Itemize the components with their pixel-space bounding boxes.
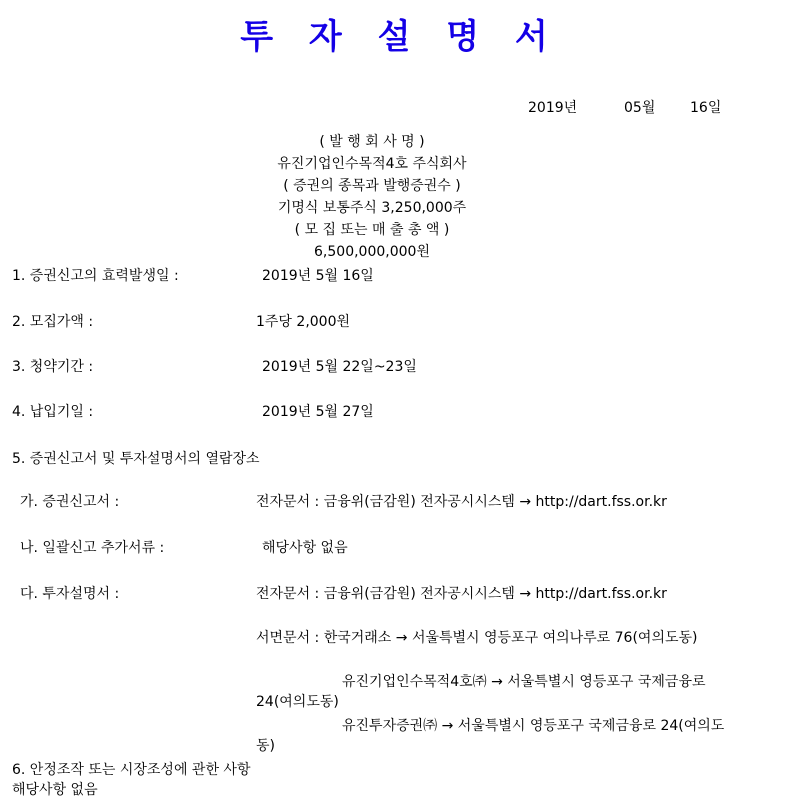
sub-prospectus-label: 다. 투자설명서 : (20, 586, 120, 602)
date-month: 05월 (624, 100, 656, 116)
date-day: 16일 (690, 100, 722, 116)
item-offer-price-value: 1주당 2,000원 (256, 314, 351, 330)
sub-prospectus-underwriter: 유진투자증권㈜ → 서울특별시 영등포구 국제금융로 24(여의도동) (256, 718, 725, 754)
sub-prospectus-paper: 서면문서 : 한국거래소 → 서울특별시 영등포구 여의나루로 76(여의도동) (256, 630, 698, 646)
item-payment-date-value: 2019년 5월 27일 (262, 404, 374, 420)
amount-heading: ( 모 집 또는 매 출 총 액 ) (294, 222, 450, 238)
item-effective-date-label: 1. 증권신고의 효력발생일 : (12, 268, 179, 284)
date-year: 2019년 (528, 100, 578, 116)
item-stabilization-label: 6. 안정조작 또는 시장조성에 관한 사항 (12, 762, 251, 778)
amount-value: 6,500,000,000원 (314, 244, 430, 260)
sub-prospectus-electronic: 전자문서 : 금융위(금감원) 전자공시시스템 → http://dart.fss.or.kr (256, 586, 667, 602)
item-inspection-place-label: 5. 증권신고서 및 투자설명서의 열람장소 (12, 451, 260, 467)
sub-shelf-docs-value: 해당사항 없음 (262, 540, 348, 556)
securities-heading: ( 증권의 종목과 발행증권수 ) (283, 178, 461, 194)
item-effective-date-value: 2019년 5월 16일 (262, 268, 374, 284)
item-payment-date-label: 4. 납입기일 : (12, 404, 94, 420)
sub-registration-label: 가. 증권신고서 : (20, 494, 120, 510)
sub-registration-value: 전자문서 : 금융위(금감원) 전자공시시스템 → http://dart.fss.or.kr (256, 494, 667, 510)
sub-shelf-docs-label: 나. 일괄신고 추가서류 : (20, 540, 165, 556)
document-title: 투 자 설 명 서 (240, 17, 560, 57)
securities-value: 기명식 보통주식 3,250,000주 (277, 200, 467, 216)
sub-prospectus-issuer: 유진기업인수목적4호㈜ → 서울특별시 영등포구 국제금융로 24(여의도동) (256, 674, 706, 710)
item-subscription-period-label: 3. 청약기간 : (12, 359, 94, 375)
item-offer-price-label: 2. 모집가액 : (12, 314, 94, 330)
item-stabilization-value: 해당사항 없음 (12, 782, 98, 798)
issuer-heading: ( 발 행 회 사 명 ) (319, 134, 425, 150)
item-subscription-period-value: 2019년 5월 22일~23일 (262, 359, 417, 375)
issuer-name: 유진기업인수목적4호 주식회사 (277, 156, 467, 172)
